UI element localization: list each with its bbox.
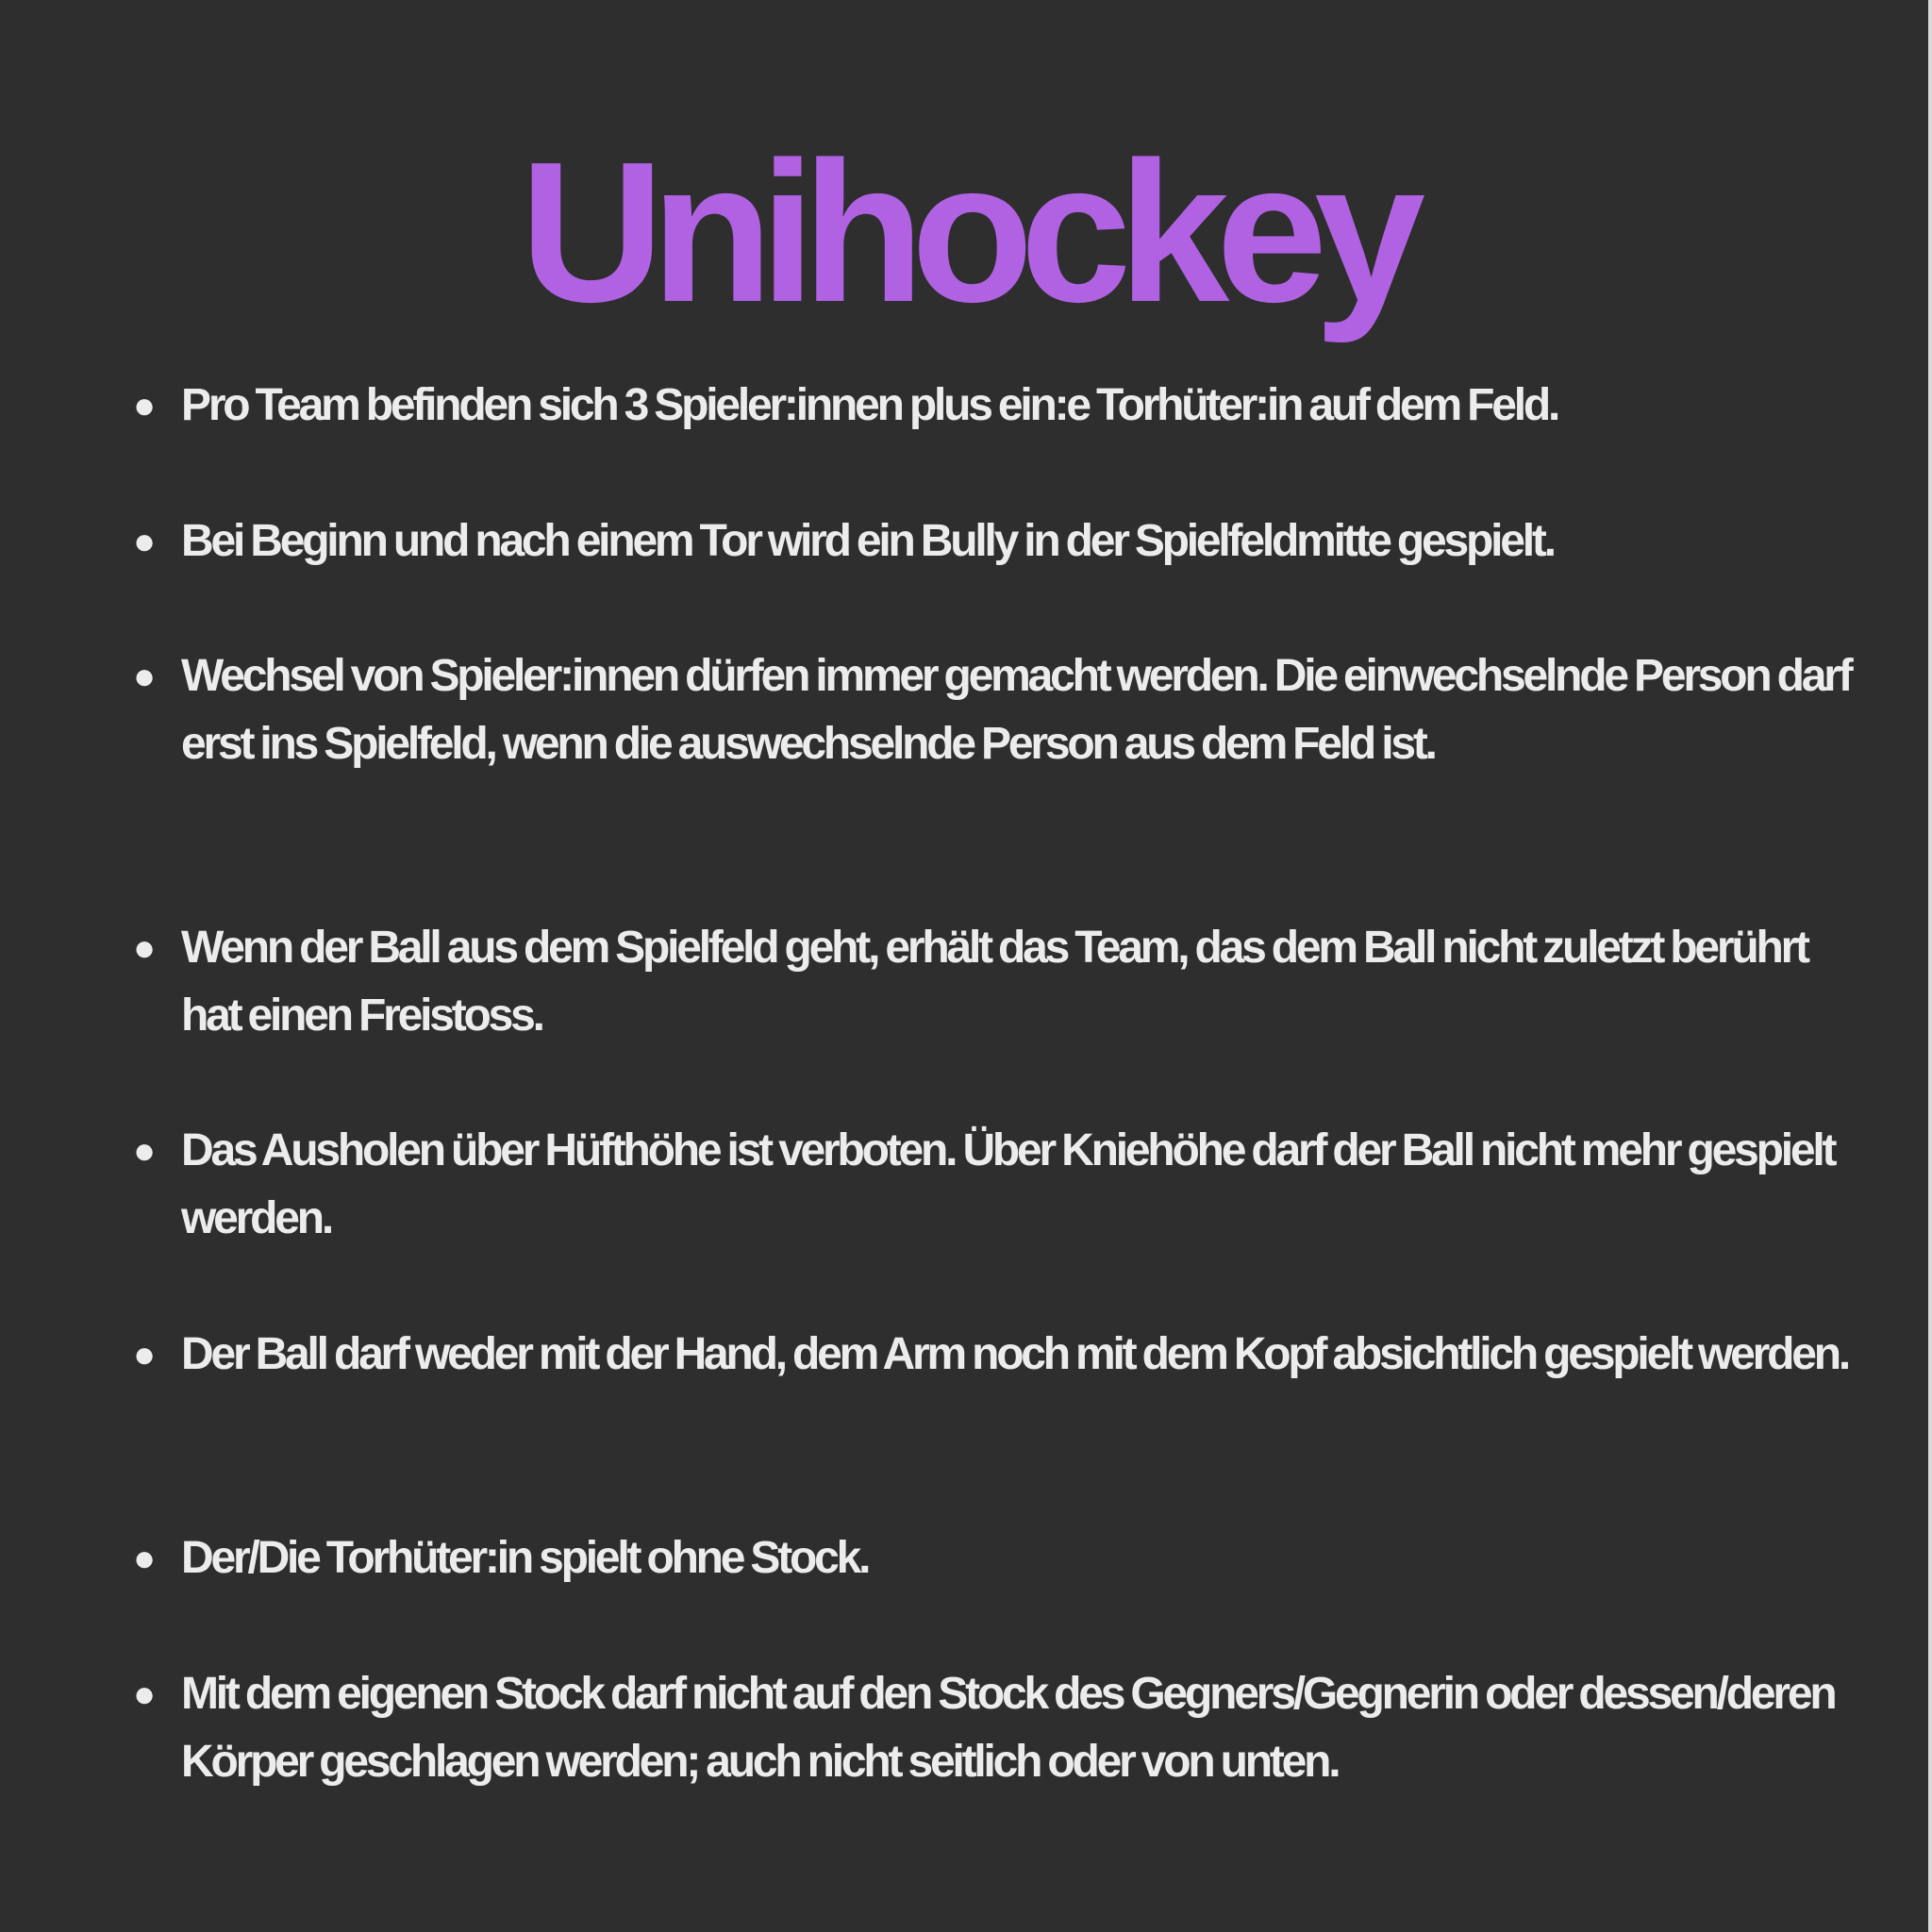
bullet-icon: ● — [133, 1538, 157, 1579]
bullet-icon: ● — [133, 1130, 157, 1172]
bullet-icon: ● — [133, 1674, 157, 1715]
rule-text: Pro Team befinden sich 3 Spieler:innen plus ein:e Torhüter:in auf dem Feld. — [181, 380, 1558, 430]
rule-text: Mit dem eigenen Stock darf nicht auf den Stock des Gegners/Gegnerin oder dessen/deren Körper geschlagen werden; auch nicht seitlich oder von unten. — [181, 1669, 1835, 1787]
bullet-icon: ● — [133, 385, 157, 426]
bullet-icon: ● — [133, 927, 157, 969]
list-item — [133, 1524, 1870, 1592]
rule-text: Das Ausholen über Hüfthöhe ist verboten. Über Kniehöhe darf der Ball nicht mehr gespielt werden. — [181, 1125, 1835, 1243]
bullet-icon: ● — [133, 656, 157, 697]
page-title: Unihockey — [519, 120, 1413, 343]
list-item — [133, 642, 1870, 778]
rule-text: Bei Beginn und nach einem Tor wird ein Bully in der Spielfeldmitte gespielt. — [181, 516, 1554, 566]
list-item — [133, 1321, 1870, 1389]
rule-text: Der Ball darf weder mit der Hand, dem Arm noch mit dem Kopf absichtlich gespielt werden. — [181, 1329, 1849, 1379]
list-item — [133, 372, 1870, 440]
rule-text: Wechsel von Spieler:innen dürfen immer gemacht werden. Die einwechselnde Person darf erst ins Spielfeld, wenn die auswechselnde Person aus dem Feld ist. — [181, 651, 1851, 769]
rule-text: Wenn der Ball aus dem Spielfeld geht, erhält das Team, das dem Ball nicht zuletzt berührt hat einen Freistoss. — [181, 923, 1807, 1041]
rule-text: Der/Die Torhüter:in spielt ohne Stock. — [181, 1533, 869, 1583]
list-item — [133, 914, 1870, 1050]
list-item — [133, 1660, 1870, 1796]
bullet-icon: ● — [133, 521, 157, 562]
list-item — [133, 1117, 1870, 1253]
list-item — [133, 508, 1870, 575]
bullet-icon: ● — [133, 1334, 157, 1375]
